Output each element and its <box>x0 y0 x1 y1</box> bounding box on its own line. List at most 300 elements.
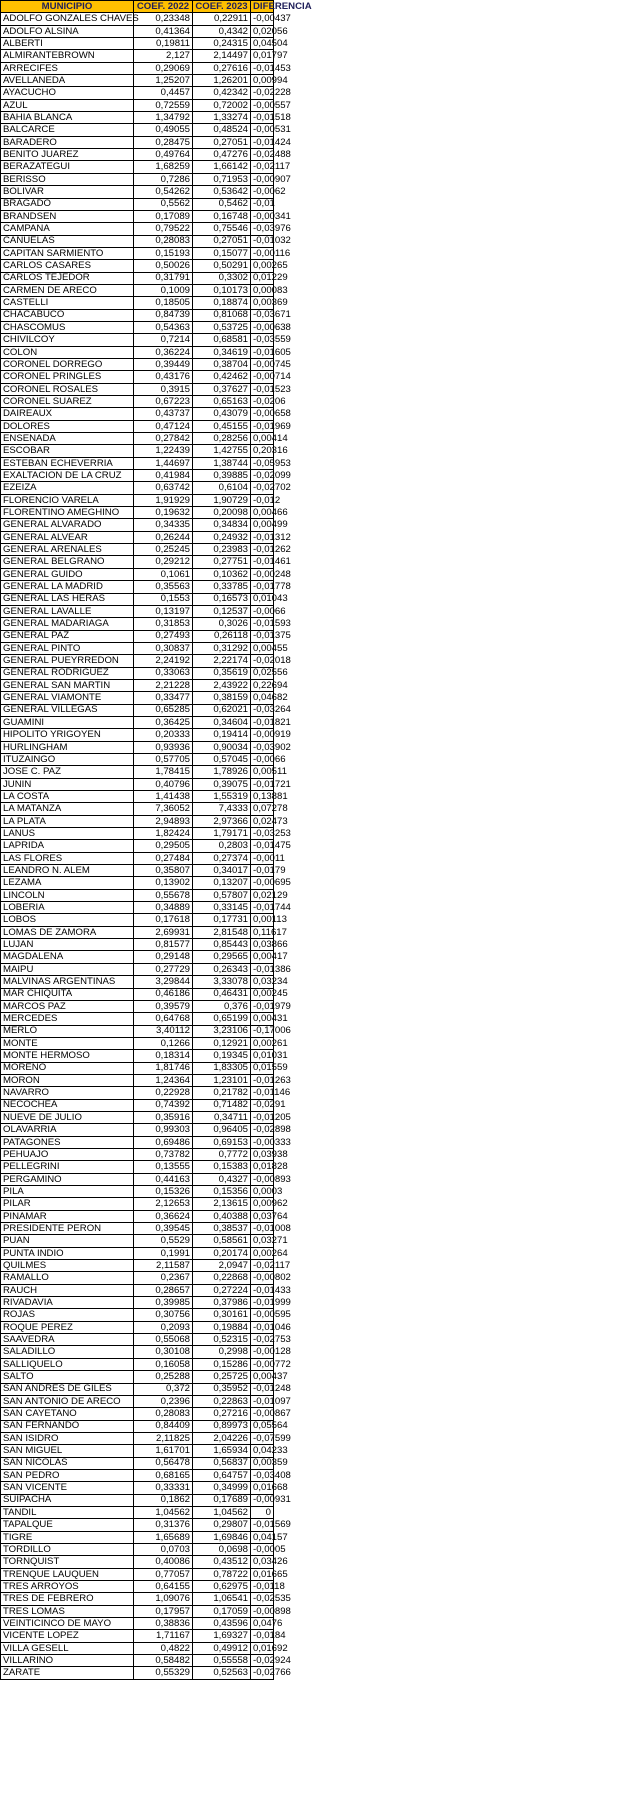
table-row <box>1 902 274 914</box>
coef-2023-cell: 0,24315 <box>193 38 251 50</box>
diferencia-cell: -0,02535 <box>251 1593 274 1605</box>
coef-2023-cell: 0,16573 <box>193 593 251 605</box>
municipio-cell: LUJAN <box>1 939 134 951</box>
coef-2023-cell: 1,33274 <box>193 112 251 124</box>
diferencia-cell: -0,01475 <box>251 840 274 852</box>
coef-2023-cell: 0,15356 <box>193 1186 251 1198</box>
table-row <box>1 1186 274 1198</box>
coef-2023-cell: 0,52563 <box>193 1667 251 1679</box>
table-row <box>1 1062 274 1074</box>
coef-2022-cell: 1,81746 <box>134 1062 193 1074</box>
table-row <box>1 1260 274 1272</box>
table-row <box>1 1297 274 1309</box>
diferencia-cell: 0,00994 <box>251 75 274 87</box>
coef-2023-cell: 0,85443 <box>193 939 251 951</box>
coef-2022-cell: 0,1061 <box>134 568 193 580</box>
coef-2022-cell: 0,30108 <box>134 1346 193 1358</box>
coef-2022-cell: 0,7214 <box>134 334 193 346</box>
municipio-cell: SAN ISIDRO <box>1 1432 134 1444</box>
diferencia-cell: 0,05564 <box>251 1420 274 1432</box>
table-row <box>1 457 274 469</box>
table-row <box>1 1543 274 1555</box>
coef-2022-cell: 0,17089 <box>134 210 193 222</box>
diferencia-cell: -0,00658 <box>251 408 274 420</box>
table-row <box>1 358 274 370</box>
municipio-cell: GENERAL VIAMONTE <box>1 692 134 704</box>
diferencia-cell: 0,04682 <box>251 692 274 704</box>
table-row <box>1 976 274 988</box>
municipio-cell: FLORENCIO VARELA <box>1 494 134 506</box>
coef-2023-cell: 0,43596 <box>193 1618 251 1630</box>
table-row <box>1 1321 274 1333</box>
municipio-cell: PATAGONES <box>1 1136 134 1148</box>
coef-2023-cell: 0,71482 <box>193 1099 251 1111</box>
diferencia-cell: -0,00557 <box>251 99 274 111</box>
coef-2023-cell: 0,50291 <box>193 260 251 272</box>
table-row <box>1 482 274 494</box>
table-row <box>1 297 274 309</box>
coef-2022-cell: 2,21228 <box>134 679 193 691</box>
coef-2023-cell: 0,20098 <box>193 507 251 519</box>
diferencia-cell: 0,20316 <box>251 445 274 457</box>
municipio-cell: TIGRE <box>1 1531 134 1543</box>
diferencia-cell: -0,0118 <box>251 1581 274 1593</box>
coef-2023-cell: 1,06541 <box>193 1593 251 1605</box>
coef-2022-cell: 0,25245 <box>134 544 193 556</box>
coef-2023-cell: 0,38537 <box>193 1223 251 1235</box>
table-row <box>1 38 274 50</box>
table-row <box>1 149 274 161</box>
municipio-cell: LA COSTA <box>1 791 134 803</box>
table-row <box>1 1173 274 1185</box>
coef-2023-cell: 0,43079 <box>193 408 251 420</box>
diferencia-cell: -0,01263 <box>251 1074 274 1086</box>
diferencia-cell: -0,02702 <box>251 482 274 494</box>
diferencia-cell: -0,02117 <box>251 1260 274 1272</box>
coef-2022-cell: 0,2396 <box>134 1395 193 1407</box>
municipio-cell: MALVINAS ARGENTINAS <box>1 976 134 988</box>
coef-2023-cell: 0,33145 <box>193 902 251 914</box>
coef-2023-cell: 0,3026 <box>193 618 251 630</box>
coef-2022-cell: 0,77057 <box>134 1568 193 1580</box>
table-row <box>1 1037 274 1049</box>
coef-2022-cell: 0,81577 <box>134 939 193 951</box>
coef-2023-cell: 0,26343 <box>193 963 251 975</box>
diferencia-cell: -0,00893 <box>251 1173 274 1185</box>
table-row <box>1 1136 274 1148</box>
table-row <box>1 383 274 395</box>
diferencia-cell: -0,01523 <box>251 383 274 395</box>
diferencia-cell: 0,00083 <box>251 284 274 296</box>
municipio-cell: DOLORES <box>1 420 134 432</box>
coef-2023-cell: 0,35619 <box>193 667 251 679</box>
table-row <box>1 716 274 728</box>
municipio-cell: LAPRIDA <box>1 840 134 852</box>
table-row <box>1 1074 274 1086</box>
coef-2023-cell: 0,42342 <box>193 87 251 99</box>
coef-2023-cell: 0,27224 <box>193 1284 251 1296</box>
municipio-cell: PERGAMINO <box>1 1173 134 1185</box>
coef-2022-cell: 0,34889 <box>134 902 193 914</box>
coef-2022-cell: 1,25207 <box>134 75 193 87</box>
coef-2022-cell: 0,41364 <box>134 25 193 37</box>
coef-2023-cell: 1,65934 <box>193 1445 251 1457</box>
coef-2022-cell: 1,61701 <box>134 1445 193 1457</box>
diferencia-cell: -0,0184 <box>251 1630 274 1642</box>
coef-2022-cell: 0,27484 <box>134 852 193 864</box>
coef-2023-cell: 0,12537 <box>193 605 251 617</box>
diferencia-cell: 0,03866 <box>251 939 274 951</box>
municipio-cell: NECOCHEA <box>1 1099 134 1111</box>
municipio-cell: SAN PEDRO <box>1 1469 134 1481</box>
coef-2023-cell: 2,14497 <box>193 50 251 62</box>
coef-2023-cell: 0,58561 <box>193 1235 251 1247</box>
diferencia-cell: 0,00455 <box>251 642 274 654</box>
municipio-cell: COLON <box>1 346 134 358</box>
municipio-cell: TAPALQUE <box>1 1519 134 1531</box>
table-row <box>1 692 274 704</box>
coef-2023-cell: 0,15077 <box>193 247 251 259</box>
coef-2022-cell: 0,33331 <box>134 1482 193 1494</box>
municipio-cell: DAIREAUX <box>1 408 134 420</box>
table-row <box>1 828 274 840</box>
coef-2023-cell: 0,65163 <box>193 396 251 408</box>
table-row <box>1 593 274 605</box>
diferencia-cell: -0,00531 <box>251 124 274 136</box>
coef-2022-cell: 0,23348 <box>134 13 193 25</box>
diferencia-cell: -0,00128 <box>251 1346 274 1358</box>
coef-2022-cell: 1,44697 <box>134 457 193 469</box>
diferencia-cell: 0,00264 <box>251 1247 274 1259</box>
municipio-cell: CHASCOMUS <box>1 321 134 333</box>
diferencia-cell: -0,00802 <box>251 1272 274 1284</box>
diferencia-cell: -0,01262 <box>251 544 274 556</box>
coef-2022-cell: 0,36224 <box>134 346 193 358</box>
diferencia-cell: 0,00466 <box>251 507 274 519</box>
table-row <box>1 1630 274 1642</box>
coef-2023-cell: 0,2998 <box>193 1346 251 1358</box>
diferencia-cell: -0,02898 <box>251 1124 274 1136</box>
coef-2022-cell: 0,36624 <box>134 1210 193 1222</box>
municipio-cell: RAUCH <box>1 1284 134 1296</box>
municipio-cell: PINAMAR <box>1 1210 134 1222</box>
table-row <box>1 1210 274 1222</box>
municipio-cell: FLORENTINO AMEGHINO <box>1 507 134 519</box>
coef-2022-cell: 0,30756 <box>134 1309 193 1321</box>
coef-2022-cell: 0,18505 <box>134 297 193 309</box>
table-row <box>1 99 274 111</box>
coef-2023-cell: 0,53725 <box>193 321 251 333</box>
diferencia-cell: -0,03902 <box>251 741 274 753</box>
coef-2023-cell: 0,38159 <box>193 692 251 704</box>
table-row <box>1 803 274 815</box>
coef-2023-cell: 0,30161 <box>193 1309 251 1321</box>
municipio-cell: AVELLANEDA <box>1 75 134 87</box>
diferencia-cell: 0,01043 <box>251 593 274 605</box>
municipio-cell: LANUS <box>1 828 134 840</box>
coef-2022-cell: 0,43737 <box>134 408 193 420</box>
coef-2023-cell: 1,90729 <box>193 494 251 506</box>
coef-2022-cell: 0,64768 <box>134 1013 193 1025</box>
coef-2023-cell: 2,97366 <box>193 815 251 827</box>
municipio-cell: ROJAS <box>1 1309 134 1321</box>
coef-2022-cell: 0,28083 <box>134 1408 193 1420</box>
municipio-cell: SUIPACHA <box>1 1494 134 1506</box>
municipio-cell: CORONEL SUAREZ <box>1 396 134 408</box>
diferencia-cell: 0,00265 <box>251 260 274 272</box>
diferencia-cell: -0,01593 <box>251 618 274 630</box>
coef-2023-cell: 0,22911 <box>193 13 251 25</box>
municipio-cell: TANDIL <box>1 1506 134 1518</box>
diferencia-cell: -0,01375 <box>251 630 274 642</box>
coef-2023-cell: 0,22868 <box>193 1272 251 1284</box>
coef-2023-cell: 0,27374 <box>193 852 251 864</box>
municipio-cell: BRAGADO <box>1 198 134 210</box>
diferencia-cell: -0,01248 <box>251 1383 274 1395</box>
coef-2022-cell: 0,64155 <box>134 1581 193 1593</box>
municipio-cell: NUEVE DE JULIO <box>1 1111 134 1123</box>
municipio-cell: SAN VICENTE <box>1 1482 134 1494</box>
table-row <box>1 1531 274 1543</box>
diferencia-cell: -0,01778 <box>251 581 274 593</box>
coef-2022-cell: 0,69486 <box>134 1136 193 1148</box>
coef-2022-cell: 0,29212 <box>134 556 193 568</box>
table-row <box>1 25 274 37</box>
table-row <box>1 704 274 716</box>
municipio-cell: SAN MIGUEL <box>1 1445 134 1457</box>
coef-2023-cell: 0,43512 <box>193 1556 251 1568</box>
coef-2022-cell: 0,27493 <box>134 630 193 642</box>
coef-2023-cell: 0,12921 <box>193 1037 251 1049</box>
table-row <box>1 791 274 803</box>
table-row <box>1 1161 274 1173</box>
coef-2022-cell: 0,1862 <box>134 1494 193 1506</box>
diferencia-cell: 0,00437 <box>251 1371 274 1383</box>
diferencia-cell: -0,02018 <box>251 655 274 667</box>
municipio-cell: ALBERTI <box>1 38 134 50</box>
diferencia-cell: 0,01692 <box>251 1642 274 1654</box>
coef-2022-cell: 0,39545 <box>134 1223 193 1235</box>
coef-2023-cell: 0,33785 <box>193 581 251 593</box>
municipio-cell: MERCEDES <box>1 1013 134 1025</box>
coef-2022-cell: 2,11825 <box>134 1432 193 1444</box>
table-row <box>1 1469 274 1481</box>
coef-2023-cell: 0,96405 <box>193 1124 251 1136</box>
table-row <box>1 1408 274 1420</box>
table-row <box>1 507 274 519</box>
municipio-cell: BENITO JUAREZ <box>1 149 134 161</box>
diferencia-cell: -0,03671 <box>251 309 274 321</box>
coefficients-table <box>0 0 312 1680</box>
table-row <box>1 766 274 778</box>
diferencia-cell: -0,02099 <box>251 470 274 482</box>
coef-2023-cell: 0,89973 <box>193 1420 251 1432</box>
table-row <box>1 1432 274 1444</box>
diferencia-cell: -0,02488 <box>251 149 274 161</box>
table-row <box>1 173 274 185</box>
municipio-cell: EXALTACION DE LA CRUZ <box>1 470 134 482</box>
diferencia-cell: 0,04157 <box>251 1531 274 1543</box>
coef-2023-cell: 0,27216 <box>193 1408 251 1420</box>
coef-2023-cell: 0,52315 <box>193 1334 251 1346</box>
table-row <box>1 852 274 864</box>
diferencia-cell: -0,01744 <box>251 902 274 914</box>
coef-2022-cell: 0,16058 <box>134 1358 193 1370</box>
diferencia-cell: -0,00714 <box>251 371 274 383</box>
coef-2022-cell: 0,58482 <box>134 1655 193 1667</box>
municipio-cell: SAN FERNANDO <box>1 1420 134 1432</box>
coef-2023-cell: 0,28256 <box>193 433 251 445</box>
table-row <box>1 1025 274 1037</box>
diferencia-cell: 0,02129 <box>251 889 274 901</box>
coef-2023-cell: 0,46431 <box>193 988 251 1000</box>
municipio-cell: MARCOS PAZ <box>1 1000 134 1012</box>
municipio-cell: CARLOS CASARES <box>1 260 134 272</box>
municipio-cell: LA MATANZA <box>1 803 134 815</box>
coef-2022-cell: 1,82424 <box>134 828 193 840</box>
diferencia-cell: 0,00417 <box>251 951 274 963</box>
coef-2022-cell: 0,49055 <box>134 124 193 136</box>
coef-2023-cell: 0,17059 <box>193 1605 251 1617</box>
municipio-cell: EZEIZA <box>1 482 134 494</box>
coef-2022-cell: 0,63742 <box>134 482 193 494</box>
coef-2022-cell: 0,1991 <box>134 1247 193 1259</box>
coef-2023-cell: 0,5462 <box>193 198 251 210</box>
coef-2022-cell: 0,56478 <box>134 1457 193 1469</box>
table-row <box>1 729 274 741</box>
diferencia-cell: 0,01031 <box>251 1050 274 1062</box>
municipio-cell: SALADILLO <box>1 1346 134 1358</box>
diferencia-cell: -0,0206 <box>251 396 274 408</box>
table-row <box>1 1581 274 1593</box>
municipio-cell: GENERAL LA MADRID <box>1 581 134 593</box>
table-row <box>1 1655 274 1667</box>
coef-2022-cell: 0,40796 <box>134 778 193 790</box>
coef-2023-cell: 1,38744 <box>193 457 251 469</box>
table-row <box>1 112 274 124</box>
coef-2023-cell: 2,0947 <box>193 1260 251 1272</box>
diferencia-cell: 0,02473 <box>251 815 274 827</box>
table-row <box>1 1013 274 1025</box>
diferencia-cell: -0,00931 <box>251 1494 274 1506</box>
diferencia-cell: -0,00116 <box>251 247 274 259</box>
coef-2023-cell: 0,62021 <box>193 704 251 716</box>
diferencia-cell: -0,17006 <box>251 1025 274 1037</box>
table-row <box>1 642 274 654</box>
municipio-cell: ADOLFO GONZALES CHAVES <box>1 13 134 25</box>
coef-2022-cell: 0,35916 <box>134 1111 193 1123</box>
coef-2022-cell: 0,28475 <box>134 136 193 148</box>
coef-2023-cell: 0,34604 <box>193 716 251 728</box>
coef-2022-cell: 0,46186 <box>134 988 193 1000</box>
table-row <box>1 1247 274 1259</box>
diferencia-cell: -0,02766 <box>251 1667 274 1679</box>
table-row <box>1 667 274 679</box>
coef-2023-cell: 0,34711 <box>193 1111 251 1123</box>
table-row <box>1 544 274 556</box>
coef-2022-cell: 0,47124 <box>134 420 193 432</box>
municipio-cell: LOBERIA <box>1 902 134 914</box>
coef-2022-cell: 0,27729 <box>134 963 193 975</box>
coef-2023-cell: 2,04226 <box>193 1432 251 1444</box>
diferencia-cell: -0,03253 <box>251 828 274 840</box>
table-row <box>1 136 274 148</box>
municipio-cell: MAR CHIQUITA <box>1 988 134 1000</box>
diferencia-cell: 0,03426 <box>251 1556 274 1568</box>
coef-2022-cell: 2,69931 <box>134 926 193 938</box>
header-diferencia: DIFERENCIA <box>251 1 274 13</box>
table-row <box>1 346 274 358</box>
municipio-cell: LEZAMA <box>1 877 134 889</box>
municipio-cell: ENSENADA <box>1 433 134 445</box>
coef-2023-cell: 0,29807 <box>193 1519 251 1531</box>
coef-2023-cell: 0,13207 <box>193 877 251 889</box>
table-row <box>1 235 274 247</box>
diferencia-cell: 0,01828 <box>251 1161 274 1173</box>
diferencia-cell: 0,01668 <box>251 1482 274 1494</box>
diferencia-cell: -0,01312 <box>251 531 274 543</box>
municipio-cell: GENERAL MADARIAGA <box>1 618 134 630</box>
diferencia-cell: -0,01461 <box>251 556 274 568</box>
municipio-cell: SAN ANDRES DE GILES <box>1 1383 134 1395</box>
table-row <box>1 568 274 580</box>
diferencia-cell: -0,00745 <box>251 358 274 370</box>
coef-2023-cell: 0,16748 <box>193 210 251 222</box>
coef-2022-cell: 0,57705 <box>134 753 193 765</box>
coef-2023-cell: 0,35952 <box>193 1383 251 1395</box>
coef-2022-cell: 1,41438 <box>134 791 193 803</box>
coef-2023-cell: 0,22863 <box>193 1395 251 1407</box>
diferencia-cell: -0,00437 <box>251 13 274 25</box>
coef-2022-cell: 0,40086 <box>134 1556 193 1568</box>
municipio-cell: QUILMES <box>1 1260 134 1272</box>
table-row <box>1 1383 274 1395</box>
coef-2022-cell: 0,43176 <box>134 371 193 383</box>
diferencia-cell: -0,00772 <box>251 1358 274 1370</box>
municipio-cell: GENERAL LAS HERAS <box>1 593 134 605</box>
municipio-cell: ESTEBAN ECHEVERRIA <box>1 457 134 469</box>
municipio-cell: BERAZATEGUI <box>1 161 134 173</box>
table-row <box>1 210 274 222</box>
municipio-cell: GENERAL VILLEGAS <box>1 704 134 716</box>
table-row <box>1 420 274 432</box>
table-row <box>1 272 274 284</box>
coef-2022-cell: 2,12653 <box>134 1198 193 1210</box>
municipio-cell: LOBOS <box>1 914 134 926</box>
municipio-cell: RAMALLO <box>1 1272 134 1284</box>
diferencia-cell: 0,03271 <box>251 1235 274 1247</box>
coef-2022-cell: 0,0703 <box>134 1543 193 1555</box>
diferencia-cell: -0,03408 <box>251 1469 274 1481</box>
table-row <box>1 630 274 642</box>
municipio-cell: NAVARRO <box>1 1087 134 1099</box>
coef-2022-cell: 0,29148 <box>134 951 193 963</box>
coef-2022-cell: 0,13555 <box>134 1161 193 1173</box>
coef-2022-cell: 0,50026 <box>134 260 193 272</box>
coef-2022-cell: 1,09076 <box>134 1593 193 1605</box>
municipio-cell: ROQUE PEREZ <box>1 1321 134 1333</box>
table-row <box>1 223 274 235</box>
coef-2023-cell: 0,31292 <box>193 642 251 654</box>
diferencia-cell: -0,03976 <box>251 223 274 235</box>
table-row <box>1 1568 274 1580</box>
coef-2023-cell: 0,39885 <box>193 470 251 482</box>
diferencia-cell: -0,00595 <box>251 1309 274 1321</box>
coef-2023-cell: 2,43922 <box>193 679 251 691</box>
municipio-cell: JOSE C. PAZ <box>1 766 134 778</box>
coef-2022-cell: 0,17957 <box>134 1605 193 1617</box>
municipio-cell: VILLARINO <box>1 1655 134 1667</box>
